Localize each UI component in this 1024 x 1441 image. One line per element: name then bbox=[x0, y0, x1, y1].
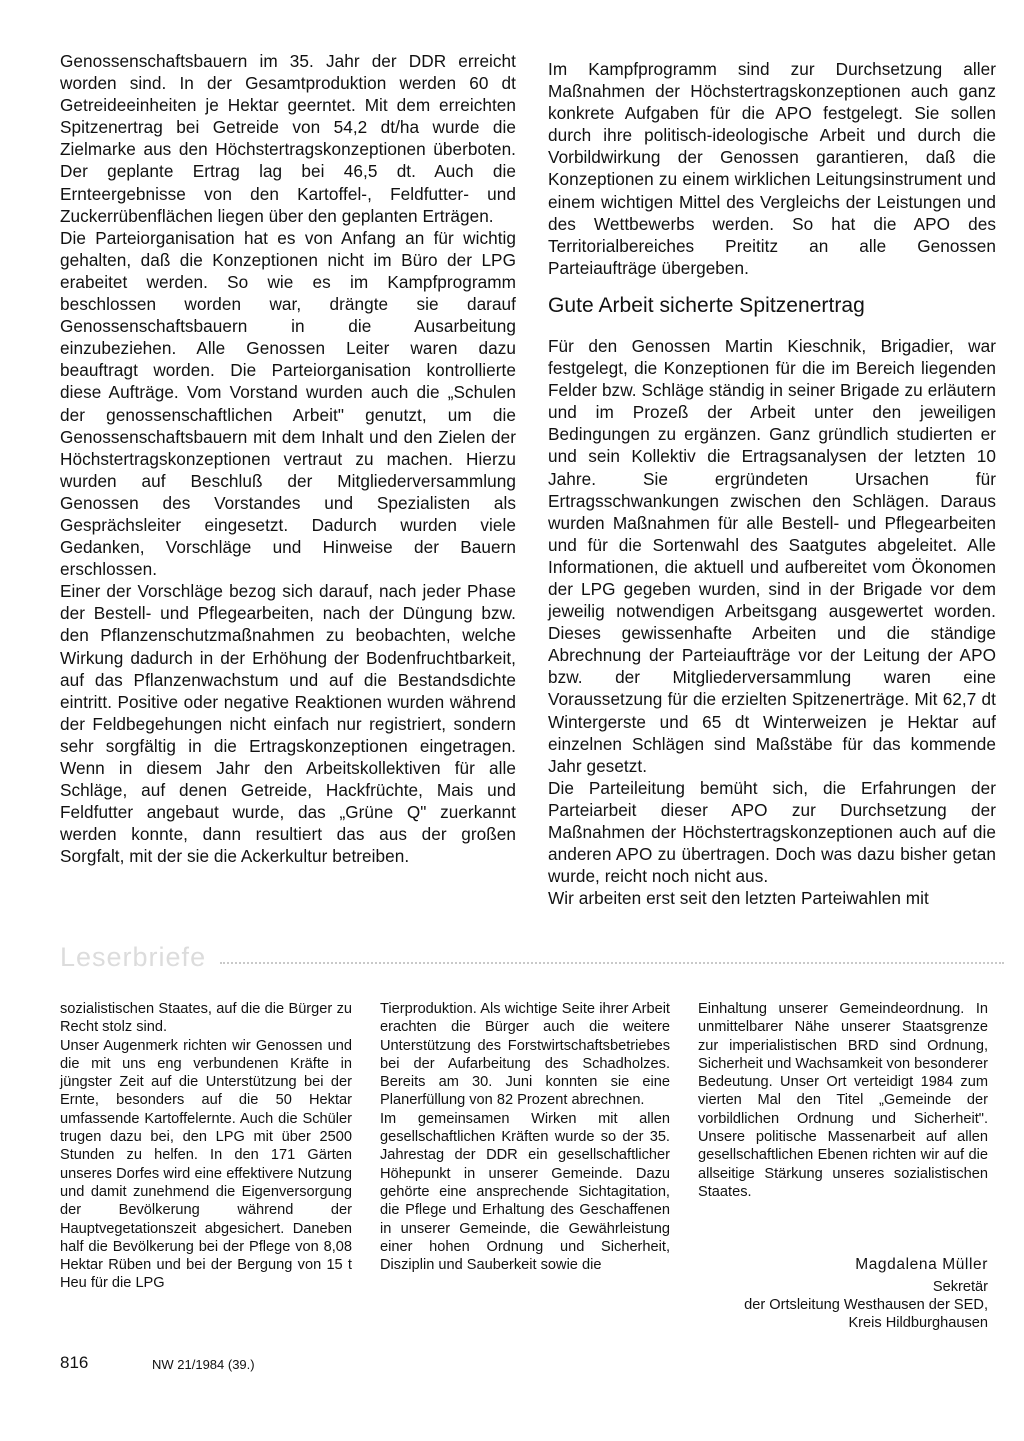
article-column-left bbox=[60, 50, 516, 867]
paragraph: Wir arbeiten erst seit den letzten Parteiwahlen mit bbox=[548, 888, 929, 909]
author-district: Kreis Hildburghausen bbox=[848, 1315, 988, 1331]
issue-label: NW 21/1984 (39.) bbox=[152, 1357, 255, 1372]
letter-column-2 bbox=[380, 1000, 670, 1274]
paragraph: Tierproduktion. Als wichtige Seite ihrer Arbeit erachten die Bürger auch die weitere Unterstützung des Forstwirtschaftsbetriebes bei der Aufarbeitung des Schadholzes. Bereits am 30. Juni konnten sie eine Planerfüllung von 82 Prozent abrechnen. bbox=[380, 1001, 670, 1109]
paragraph: Im gemeinsamen Wirken mit allen gesellschaftlichen Kräften wurde so der 35. Jahrestag der DDR ein gesellschaftlicher Höhepunkt in unserer Gemeinde. Dazu gehörte eine ansprechende Sichtagitation, die Pflege und Erhaltung des Geschaffenen in unserer Gemeinde, die Gewährleistung einer hohen Ordnung und Sicherheit, Disziplin und Sauberkeit sowie die bbox=[380, 1110, 670, 1274]
paragraph: Einer der Vorschläge bezog sich darauf, nach jeder Phase der Bestell- und Pflegearbeiten, nach der Düngung bzw. den Pflanzenschutzmaßnahmen zu beobachten, welche Wirkung dadurch in der Erhöhung der Bodenfruchtbarkeit, auf das Pflanzenwachstum und auf die Bestandsdichte eintritt. Positive oder negative Reaktionen wurden während der Feldbegehungen nicht einfach nur registriert, sondern sehr sorgfältig in die Ertragskonzeptionen eingetragen. Wenn in diesem Jahr den Arbeitskollektiven für alle Schläge, auf denen Getreide, Hackfrüchte, Mais und Feldfutter angebaut wurde, das „Grüne Q" zuerkannt werden konnte, dann resultiert das aus der großen Sorgfalt, mit der sie die Ackerkultur betreiben. bbox=[60, 581, 516, 867]
section-divider bbox=[60, 940, 1004, 976]
section-heading: Gute Arbeit sicherte Spitzenertrag bbox=[548, 293, 865, 317]
dotted-rule bbox=[220, 962, 1004, 964]
paragraph: Die Parteileitung bemüht sich, die Erfahrungen der Parteiarbeit dieser APO zur Durchsetzung der Maßnahmen der Höchstertragskonzeptionen auch auf die anderen APO zu übertragen. Doch was dazu bisher getan wurde, reicht noch nicht aus. bbox=[548, 777, 996, 887]
paragraph: Im Kampfprogramm sind zur Durchsetzung aller Maßnahmen der Höchstertragskonzeptionen auch ganz konkrete Aufgaben für die APO festgelegt. Sie sollen durch ihre politisch-ideologische Arbeit und durch die Vorbildwirkung der Genossen garantieren, daß die Konzeptionen zu einem wirklichen Leitungsinstrument und einem wichtigen Mittel des Vergleichs der Leistungen und des Wettbewerbs werden. So hat die APO des Territorialbereiches Preititz an alle Genossen Parteiaufträge übergeben. bbox=[548, 59, 996, 278]
paragraph: Unser Augenmerk richten wir Genossen und die mit uns eng verbundenen Kräfte in jüngster Zeit auf die Unterstützung bei der Ernte, besonders auf die 50 Hektar umfassende Kartoffelernte. Auch die Schüler trugen dazu bei, den LPG mit über 2500 Stunden zu helfen. In den 171 Gärten unseres Dorfes wird eine effektivere Nutzung und damit zunehmend die Eigenversorgung der Bevölkerung während der Hauptvegetationszeit abgesichert. Daneben half die Bevölkerung bei der Pflege von 8,08 Hektar Rüben und bei der Bergung von 15 t Heu für die LPG bbox=[60, 1037, 352, 1292]
section-label: Leserbriefe bbox=[60, 942, 207, 972]
author-organization: der Ortsleitung Westhausen der SED, bbox=[744, 1297, 988, 1313]
paragraph: Einhaltung unserer Gemeindeordnung. In unmittelbarer Nähe unserer Staatsgrenze zur imperialistischen BRD sind Ordnung, Sicherheit und Wachsamkeit von besonderer Bedeutung. Unser Ort verteidigt 1984 zum vierten Mal den Titel „Gemeinde der vorbildlichen Ordnung und Sicherheit". Unsere politische Massenarbeit auf allen gesellschaftlichen Ebenen richten wir auf die allseitige Stärkung unseres sozialistischen Staates. bbox=[698, 1001, 988, 1200]
author-name: Magdalena Müller bbox=[855, 1256, 988, 1273]
author-role: Sekretär bbox=[932, 1279, 988, 1295]
paragraph: Für den Genossen Martin Kieschnik, Brigadier, war festgelegt, die Konzeptionen für die im Bereich liegenden Felder bzw. Schläge ständig in seiner Brigade zu erläutern und im Prozeß der Arbeit unter den jeweiligen Bedingungen zu ergänzen. Ganz gründlich studierten er und sein Kollektiv die Ertragsanalysen der letzten 10 Jahre. Sie ergründeten Ursachen für Ertragsschwankungen zwischen den Schlägen. Daraus wurden Maßnahmen für alle Bestell- und Pflegearbeiten und für die Sortenwahl des Saatgutes abgeleitet. Alle Informationen, die aktuell und aufbereitet vom Ökonomen der LPG gegeben wurden, sind in der Brigade vor dem jeweilig notwendigen Arbeitsgang ausgewertet worden. Dieses gewissenhafte Arbeiten und die ständige Abrechnung der Parteiaufträge vor der Leitung der APO bzw. der Mitgliederversammlung waren eine Voraussetzung für die erzielten Spitzenerträge. Mit 62,7 dt Wintergerste und 65 dt Winterweizen je Hektar auf einzelnen Schlägen sind Maßstäbe für das kommende Jahr gesetzt. bbox=[548, 335, 996, 776]
page-number: 816 bbox=[60, 1353, 89, 1372]
article-column-right bbox=[548, 58, 996, 909]
paragraph: Genossenschaftsbauern im 35. Jahr der DDR erreicht worden sind. In der Gesamtproduktion werden 60 dt Getreideeinheiten je Hektar geerntet. Mit dem erreichten Spitzenertrag bei Getreide von 54,2 dt/ha wurde die Zielmarke aus den Höchstertragskonzeptionen überboten. Der geplante Ertrag lag bei 46,5 dt. Auch die Ernteergebnisse von den Kartoffel-, Feldfutter- und Zuckerrübenflächen liegen über den geplanten Erträgen. bbox=[60, 51, 516, 226]
paragraph: Die Parteiorganisation hat es von Anfang an für wichtig gehalten, daß die Konzeptionen nicht im Büro der LPG erabeitet werden. So wie es im Kampfprogramm beschlossen worden war, drängte sie darauf Genossenschaftsbauern in die Ausarbeitung einzubeziehen. Alle Genossen Leiter waren dazu beauftragt worden. Die Parteiorganisation kontrollierte diese Aufträge. Vom Vorstand wurden auch die „Schulen der genossenschaftlichen Arbeit" genutzt, um die Genossenschaftsbauern mit dem Inhalt und den Zielen der Höchstertragskonzeptionen vertraut zu machen. Hierzu wurden auf Beschluß der Mitgliederversammlung Genossen des Vorstandes und Spezialisten als Gesprächsleiter eingesetzt. Dadurch wurden viele Gedanken, Vorschläge und Hinweise der Bauern erschlossen. bbox=[60, 227, 516, 580]
paragraph: sozialistischen Staates, auf die die Bürger zu Recht stolz sind. bbox=[60, 1001, 352, 1036]
letter-column-3 bbox=[698, 1000, 988, 1201]
letter-column-1 bbox=[60, 1000, 352, 1293]
signature-block bbox=[698, 1256, 988, 1332]
